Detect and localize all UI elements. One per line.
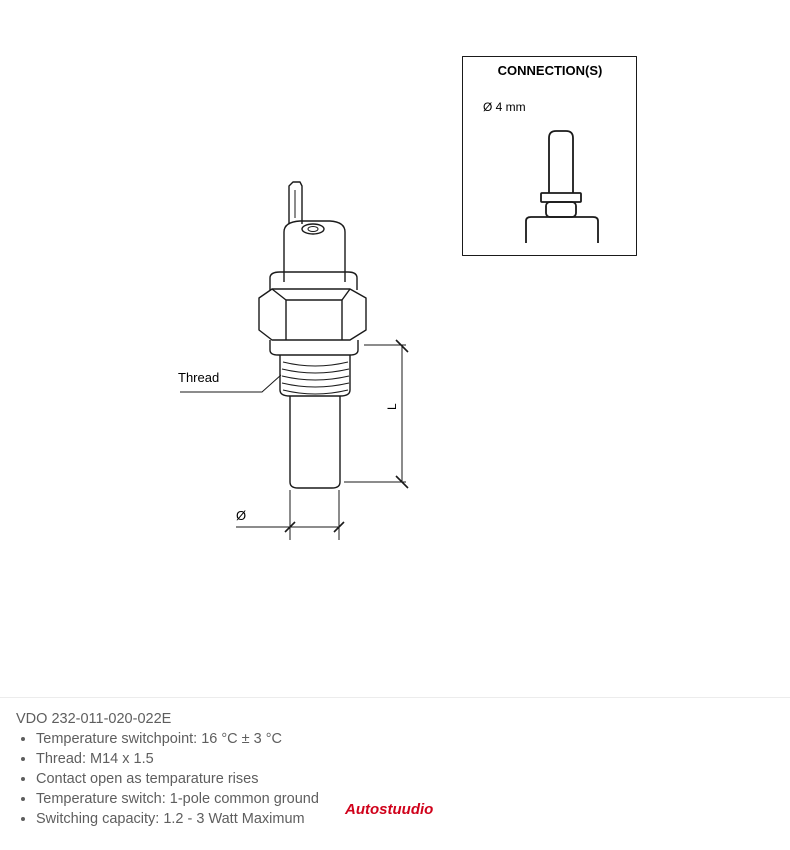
spec-item: • Contact open as temparature rises <box>36 769 776 789</box>
thread-label: Thread <box>178 370 220 385</box>
watermark-text: Autostuudio <box>345 801 434 818</box>
length-dimension <box>344 340 408 488</box>
spec-item: • Switching capacity: 1.2 - 3 Watt Maximum <box>36 809 776 829</box>
sensor-body <box>259 182 366 488</box>
section-divider <box>0 697 790 698</box>
diameter-dimension <box>236 490 344 540</box>
diameter-label: Ø <box>236 508 247 523</box>
connection-title: CONNECTION(S) <box>497 63 603 78</box>
spec-item: • Temperature switchpoint: 16 °C ± 3 °C <box>36 729 776 749</box>
connection-dimension: Ø 4 mm <box>483 100 526 114</box>
product-model: VDO 232-011-020-022E <box>16 711 172 727</box>
spec-item: • Thread: M14 x 1.5 <box>36 749 776 769</box>
length-label: L <box>385 403 399 410</box>
connection-pin-icon <box>526 131 598 243</box>
spec-item: • Temperature switch: 1-pole common ground <box>36 789 776 809</box>
